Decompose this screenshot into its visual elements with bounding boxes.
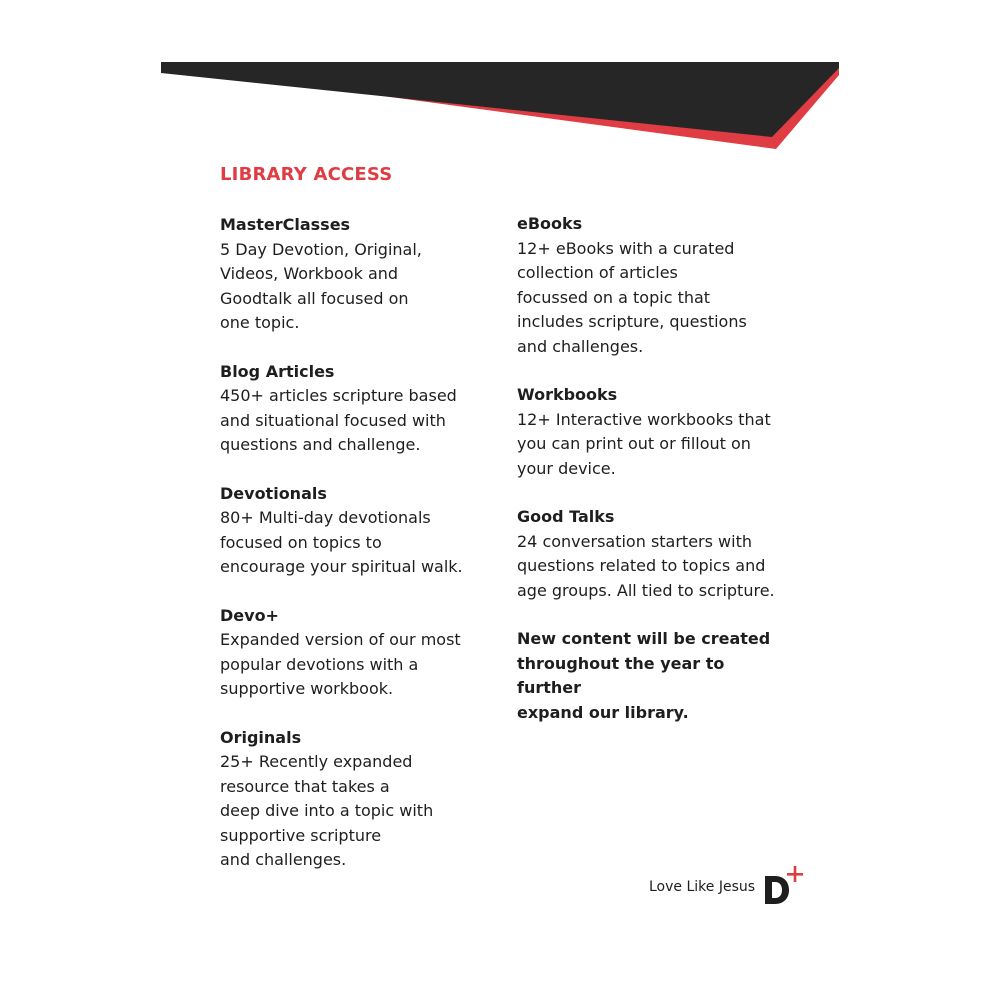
entry-body: 450+ articles scripture based and situational focused with questions and challenge. (220, 386, 457, 454)
entry-title: MasterClasses (220, 215, 351, 234)
header-banner (0, 0, 1000, 160)
entry-ebooks (517, 212, 787, 359)
entry-workbooks (517, 383, 787, 481)
entry-originals (220, 726, 490, 873)
header-banner-dark-shape (161, 62, 839, 137)
entry-body: 5 Day Devotion, Original, Videos, Workbook and Goodtalk all focused on one topic. (220, 239, 422, 332)
entry-body: 12+ Interactive workbooks that you can print out or fillout on your device. (517, 409, 771, 478)
section-title: LIBRARY ACCESS (220, 164, 393, 185)
entry-title: Devotionals (220, 483, 327, 503)
logo-letter-d (765, 876, 789, 904)
entry-devotionals (220, 482, 490, 580)
entry-title: Originals (220, 727, 302, 747)
footer (649, 862, 805, 906)
entry-title: Good Talks (517, 507, 615, 526)
entry-title: Devo+ (220, 605, 279, 625)
entry-title: Blog Articles (220, 361, 335, 381)
left-column (220, 213, 490, 897)
logo-plus-vertical (794, 866, 797, 882)
d-plus-logo-icon (763, 862, 805, 906)
entry-body: 24 conversation starters with questions related to topics and age groups. All tied to scripture. (517, 531, 775, 600)
entry-good-talks (517, 505, 787, 603)
entry-title: Workbooks (517, 385, 618, 404)
entry-blog-articles (220, 360, 490, 458)
entry-body: 80+ Multi-day devotionals focused on topics to encourage your spiritual walk. (220, 508, 463, 576)
entry-body: Expanded version of our most popular devotions with a supportive workbook. (220, 630, 461, 698)
closing-note: New content will be created throughout the year to further expand our library. (517, 629, 771, 722)
entry-body: 12+ eBooks with a curated collection of articles focussed on a topic that includes scripture, questions and challenges. (517, 238, 747, 356)
entry-devo-plus (220, 604, 490, 702)
tagline: Love Like Jesus (649, 879, 756, 895)
entry-body: 25+ Recently expanded resource that takes a deep dive into a topic with supportive scripture and challenges. (220, 752, 434, 869)
entry-masterclasses (220, 213, 490, 336)
entry-title: eBooks (517, 214, 583, 233)
right-column (517, 212, 787, 725)
